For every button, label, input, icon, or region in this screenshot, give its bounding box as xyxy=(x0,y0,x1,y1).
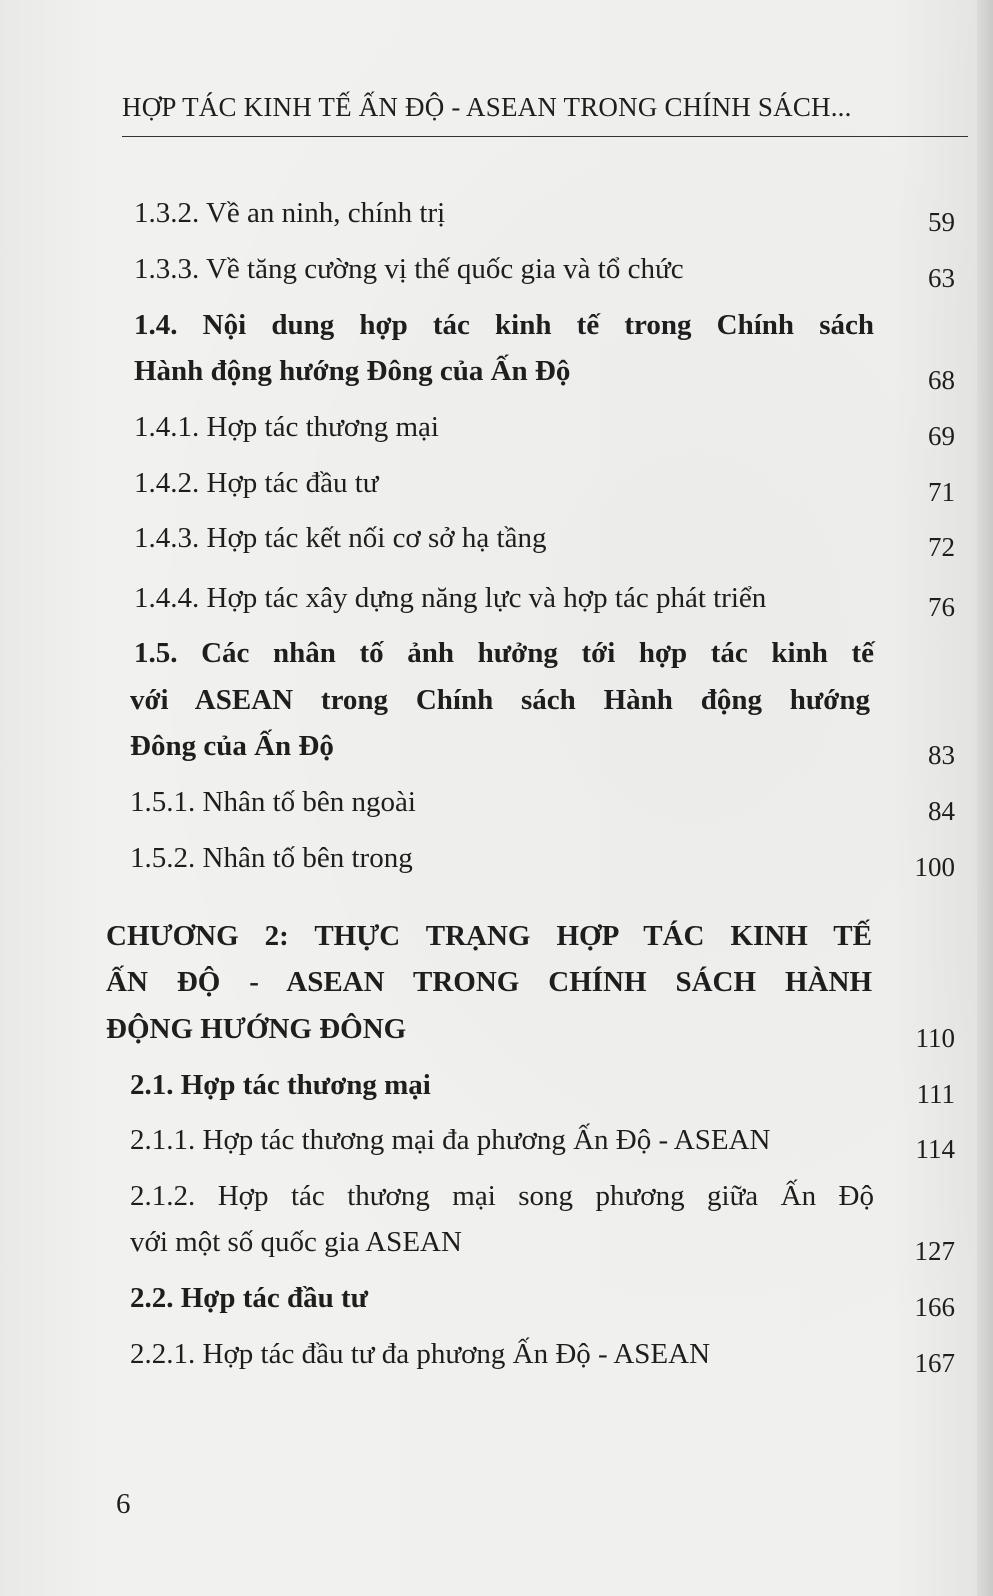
toc-entry-1-4-3: 1.4.3. Hợp tác kết nối cơ sở hạ tầng xyxy=(134,522,547,554)
toc-entry-1-3-3: 1.3.3. Về tăng cường vị thế quốc gia và tổ chức xyxy=(134,253,684,285)
toc-page-1-3-3: 63 xyxy=(928,263,955,293)
toc-page-1-4-4: 76 xyxy=(928,592,955,622)
toc-page-1-4-3: 72 xyxy=(928,532,955,562)
toc-page-1-5: 83 xyxy=(928,740,955,770)
toc-chapter-2-line1: CHƯƠNG 2: THỰC TRẠNG HỢP TÁC KINH TẾ xyxy=(106,920,872,952)
toc-page-1-4: 68 xyxy=(928,365,955,395)
toc-entry-1-5-2: 1.5.2. Nhân tố bên trong xyxy=(130,842,413,874)
header-rule xyxy=(122,136,968,137)
toc-page-1-4-2: 71 xyxy=(928,477,955,507)
toc-entry-1-4-2: 1.4.2. Hợp tác đầu tư xyxy=(134,467,379,499)
page-edge-shadow xyxy=(977,0,993,1596)
toc-entry-1-4-1: 1.4.1. Hợp tác thương mại xyxy=(134,411,439,443)
toc-entry-2-1-2-line1: 2.1.2. Hợp tác thương mại song phương giữa Ấn Độ xyxy=(130,1180,874,1212)
toc-page-1-4-1: 69 xyxy=(928,421,955,451)
page-number: 6 xyxy=(116,1488,131,1520)
toc-page-1-5-2: 100 xyxy=(914,852,955,882)
toc-entry-1-5-1: 1.5.1. Nhân tố bên ngoài xyxy=(130,786,416,818)
toc-page-2-1-2: 127 xyxy=(914,1236,955,1266)
toc-page-chapter-2: 110 xyxy=(915,1023,955,1053)
toc-page-2-2: 166 xyxy=(914,1292,955,1322)
toc-entry-2-1-2-line2: với một số quốc gia ASEAN xyxy=(130,1226,462,1258)
toc-entry-1-4-4: 1.4.4. Hợp tác xây dựng năng lực và hợp tác phát triển xyxy=(134,582,767,614)
toc-chapter-2-line2: ẤN ĐỘ - ASEAN TRONG CHÍNH SÁCH HÀNH xyxy=(106,966,872,998)
toc-entry-1-5-line2: với ASEAN trong Chính sách Hành động hướng xyxy=(130,684,870,716)
toc-entry-1-4-line1: 1.4. Nội dung hợp tác kinh tế trong Chính sách xyxy=(134,309,874,341)
toc-entry-1-4-line2: Hành động hướng Đông của Ấn Độ xyxy=(134,355,571,387)
toc-entry-2-1-1: 2.1.1. Hợp tác thương mại đa phương Ấn Độ - ASEAN xyxy=(130,1124,771,1156)
toc-page-2-2-1: 167 xyxy=(914,1348,955,1378)
toc-entry-1-5-line1: 1.5. Các nhân tố ảnh hưởng tới hợp tác kinh tế xyxy=(134,637,874,669)
toc-page-2-1: 111 xyxy=(916,1079,955,1109)
toc-entry-1-3-2: 1.3.2. Về an ninh, chính trị xyxy=(134,197,446,229)
toc-chapter-2-line3: ĐỘNG HƯỚNG ĐÔNG xyxy=(106,1013,407,1045)
toc-entry-2-2-1: 2.2.1. Hợp tác đầu tư đa phương Ấn Độ - ASEAN xyxy=(130,1338,711,1370)
running-header: HỢP TÁC KINH TẾ ẤN ĐỘ - ASEAN TRONG CHÍNH SÁCH... xyxy=(122,92,852,122)
toc-page-1-5-1: 84 xyxy=(928,796,955,826)
toc-entry-2-1: 2.1. Hợp tác thương mại xyxy=(130,1069,431,1101)
toc-page-1-3-2: 59 xyxy=(928,207,955,237)
toc-page-2-1-1: 114 xyxy=(915,1134,955,1164)
toc-entry-1-5-line3: Đông của Ấn Độ xyxy=(130,730,334,762)
toc-entry-2-2: 2.2. Hợp tác đầu tư xyxy=(130,1282,369,1314)
